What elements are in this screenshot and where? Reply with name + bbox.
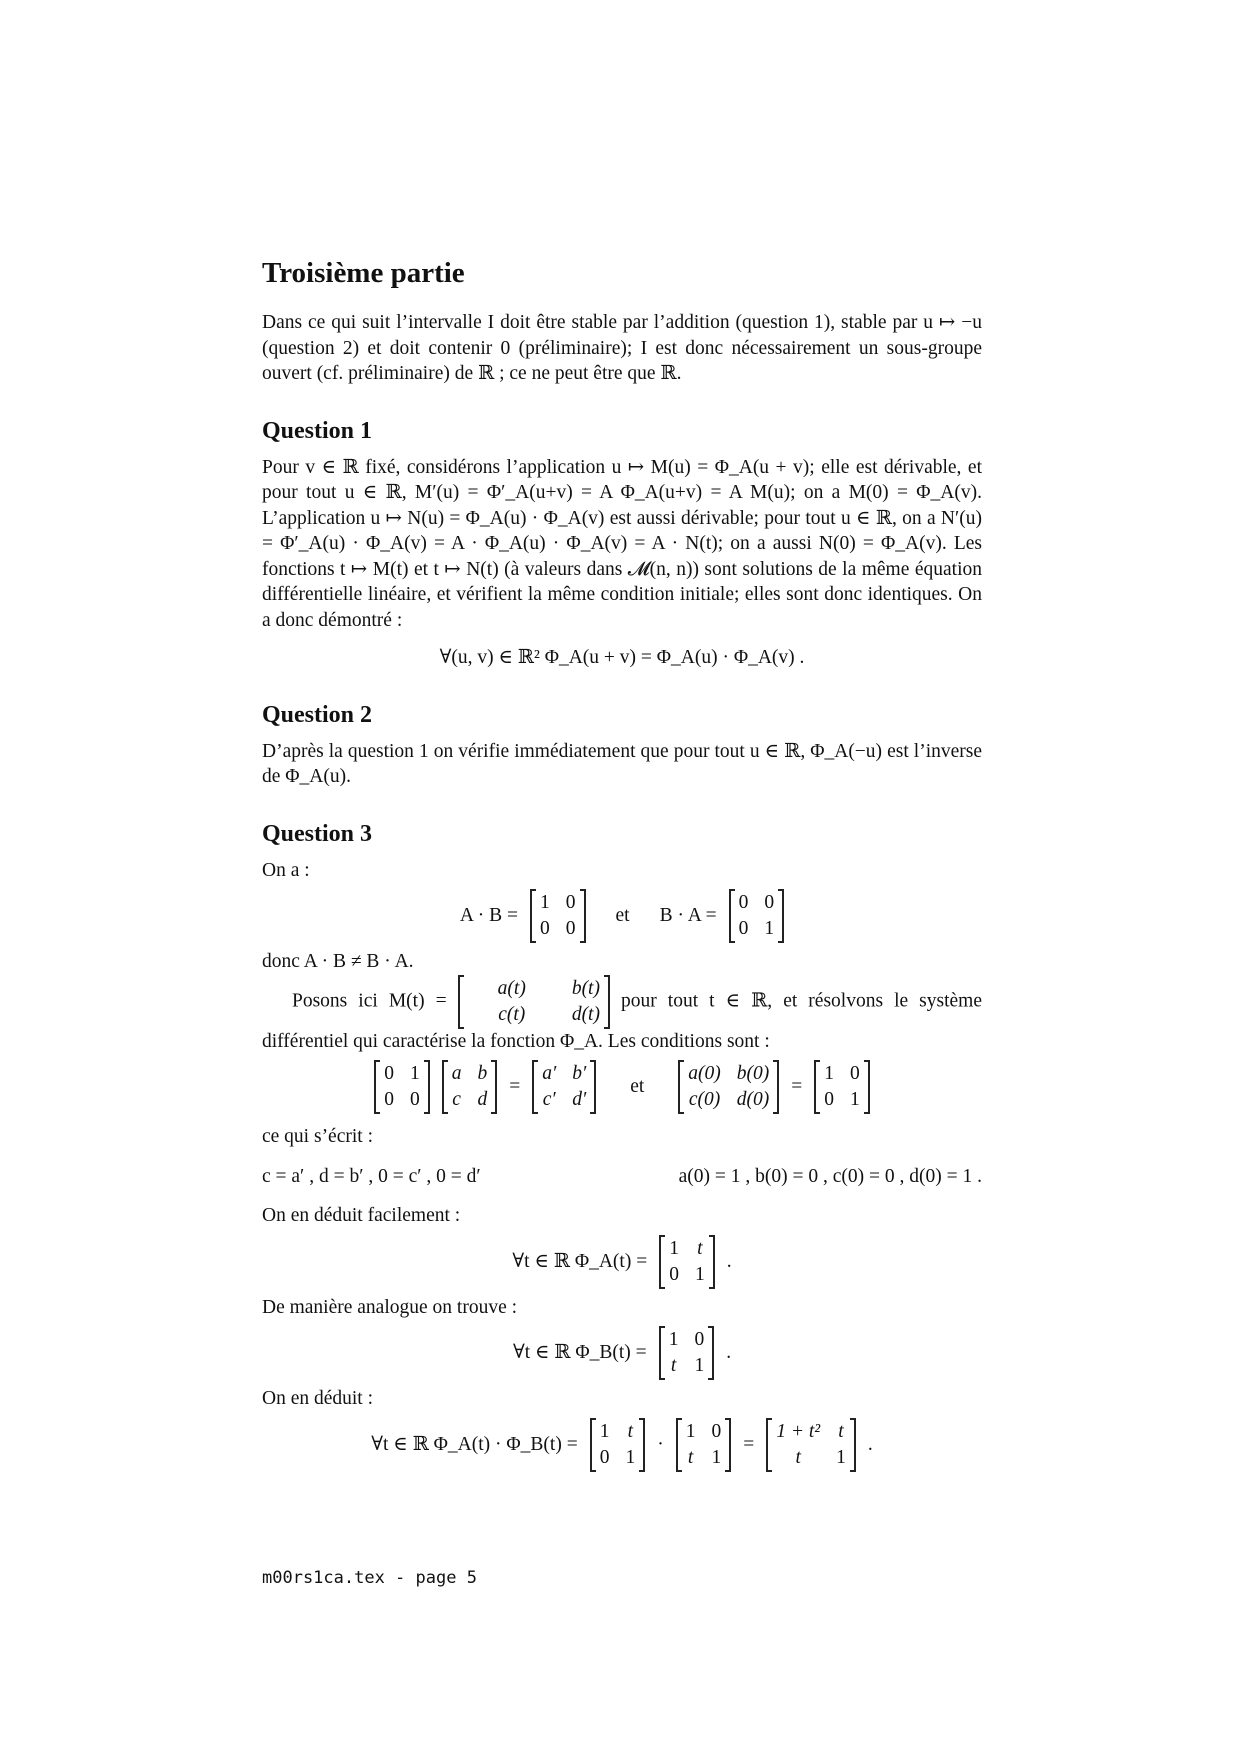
sys-b-matrix: a b c d (442, 1060, 498, 1114)
phi-b-formula: ∀t ∈ ℝ Φ_B(t) = 1 0 t 1 . (262, 1326, 982, 1380)
conditions-line (262, 1164, 982, 1190)
identity-matrix: 1 0 0 1 (814, 1060, 870, 1114)
intro-paragraph: Dans ce qui suit l’intervalle I doit être stable par l’addition (question 1), stable par u ↦ −u (question 2) et doit contenir 0 (préliminaire); I est donc nécessairement un sous-groupe ouvert (cf. préliminaire) de ℝ ; ce ne peut être que ℝ. (262, 312, 982, 384)
page-footer: m00rs1ca.tex - page 5 (262, 1568, 477, 1588)
section-title: Troisième partie (262, 257, 465, 289)
phi-a-matrix: 1 t 0 1 (659, 1235, 715, 1289)
sys-c-matrix: a′ b′ c′ d′ (532, 1060, 596, 1114)
phi-a-formula: ∀t ∈ ℝ Φ_A(t) = 1 t 0 1 . (262, 1235, 982, 1289)
et-label: et (615, 905, 630, 927)
question-1-text: Pour v ∈ ℝ fixé, considérons l’application u ↦ M(u) = Φ_A(u + v); elle est dérivable, et pour tout u ∈ ℝ, M′(u) = Φ′_A(u+v) = A Φ_A(u+v) = A M(u); on a M(0) = Φ_A(v). L’application u ↦ N(u) = Φ_A(u) · Φ_A(v) est aussi dérivable; pour tout u ∈ ℝ, on a N′(u) = Φ′_A(u) · Φ_A(v) = A · Φ_A(u) · Φ_A(v) = A · N(t); on a aussi N(0) = Φ_A(v). Les fonctions t ↦ M(t) et t ↦ N(t) (à valeurs dans 𝓜(n, n)) sont solutions de la même équation différentielle linéaire, et vérifient la même condition initiale; elles sont donc identiques. On a donc démontré : (262, 456, 982, 631)
question-3-heading: Question 3 (262, 820, 373, 847)
posons-paragraph (262, 975, 982, 1055)
posons-a: Posons ici M(t) = (292, 989, 447, 1011)
conditions-right: a(0) = 1 , b(0) = 0 , c(0) = 0 , d(0) = 1 . (678, 1165, 982, 1187)
deduit-2: On en déduit : (262, 1388, 374, 1409)
question-2-heading: Question 2 (262, 701, 373, 728)
analogue-line: De manière analogue on trouve : (262, 1296, 518, 1318)
posons-b: pour tout t ∈ ℝ, et résolvons le système différentiel qui caractérise la fonction Φ_A. Les conditions sont : (262, 989, 983, 1052)
question-1-heading: Question 1 (262, 417, 373, 444)
document-page (262, 256, 982, 1478)
product-formula: ∀t ∈ ℝ Φ_A(t) · Φ_B(t) = 1 t 0 1 · 1 0 t 1 = 1 + t² t t 1 . (262, 1418, 982, 1472)
ecrit-line: ce qui s’écrit : (262, 1126, 373, 1147)
product-m2: 1 0 t 1 (676, 1418, 732, 1472)
question-3-on-a: On a : (262, 859, 310, 881)
ab-matrix: 1 0 0 0 (530, 889, 586, 943)
product-m1: 1 t 0 1 (590, 1418, 646, 1472)
deduit-1: On en déduit facilement : (262, 1205, 461, 1226)
init-matrix: a(0) b(0) c(0) d(0) (678, 1060, 779, 1114)
sys-a-matrix: 0 1 0 0 (374, 1060, 430, 1114)
system-equation: 0 1 0 0 a b c d = a′ b′ c′ d′ et a(0) b(0) c(0) d(0) = 1 0 0 1 (262, 1060, 982, 1114)
mt-matrix: a(t) b(t) c(t) d(t) (458, 975, 610, 1029)
ab-label: A · B = (459, 905, 518, 927)
ab-ba-equation (262, 889, 982, 943)
donc-line: donc A · B ≠ B · A. (262, 951, 414, 972)
product-m3: 1 + t² t t 1 (766, 1418, 856, 1472)
ba-matrix: 0 0 0 1 (729, 889, 785, 943)
conditions-left: c = a′ , d = b′ , 0 = c′ , 0 = d′ (262, 1165, 481, 1187)
question-1-formula: ∀(u, v) ∈ ℝ² Φ_A(u + v) = Φ_A(u) · Φ_A(v) . (439, 647, 805, 668)
phi-b-matrix: 1 0 t 1 (659, 1326, 715, 1380)
question-2-text: D’après la question 1 on vérifie immédiatement que pour tout u ∈ ℝ, Φ_A(−u) est l’inverse de Φ_A(u). (262, 740, 982, 787)
ba-label: B · A = (659, 905, 717, 927)
